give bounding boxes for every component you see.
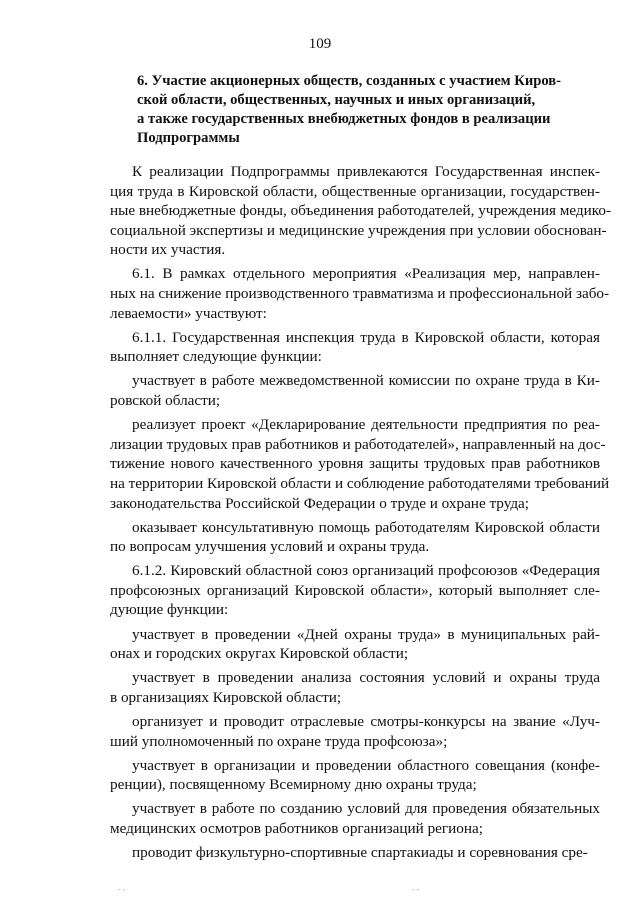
paragraph-line: ных на снижение производственного травматизма и профессиональной забо- bbox=[110, 285, 610, 303]
paragraph-line: леваемости» участвуют: bbox=[110, 304, 267, 322]
paragraph-line: в организациях Кировской области; bbox=[110, 688, 342, 706]
paragraph-line: 6.1. В рамках отдельного мероприятия «Реализация мер, направлен- bbox=[132, 265, 600, 283]
paragraph bbox=[110, 799, 600, 838]
paragraph-line: 6.1.2. Кировский областной союз организаций профсоюзов «Федерация bbox=[132, 562, 600, 580]
paragraph-line: лизации трудовых прав работников и работодателей», направленный на дос- bbox=[110, 435, 606, 453]
paragraph bbox=[110, 264, 610, 323]
paragraph-line: на территории Кировской области и соблюдение работодателями требований bbox=[110, 474, 610, 492]
footer-mark-right: - - bbox=[412, 885, 420, 894]
paragraph-line: ция труда в Кировской области, общественные организации, государствен- bbox=[110, 182, 600, 200]
paragraph-line: медицинских осмотров работников организаций региона; bbox=[110, 819, 483, 837]
paragraph-line: проводит физкультурно-спортивные спартакиады и соревнования сре- bbox=[132, 844, 588, 861]
paragraph bbox=[110, 712, 600, 751]
page-number: 109 bbox=[308, 36, 332, 52]
heading-line: ской области, общественных, научных и иных организаций, bbox=[137, 92, 536, 108]
paragraph bbox=[110, 668, 600, 707]
paragraph bbox=[110, 756, 600, 795]
paragraph-line: оказывает консультативную помощь работодателям Кировской области bbox=[132, 518, 600, 536]
paragraph-line: тижение нового качественного уровня защиты трудовых прав работников bbox=[110, 455, 600, 473]
paragraph-line: онах и городских округах Кировской области; bbox=[110, 645, 409, 663]
paragraph bbox=[110, 518, 600, 557]
paragraph bbox=[110, 625, 600, 664]
paragraph-line: участвует в работе по созданию условий для проведения обязательных bbox=[132, 800, 600, 818]
footer-mark-left: - - bbox=[118, 885, 126, 894]
paragraph-line: К реализации Подпрограммы привлекаются Государственная инспек- bbox=[132, 163, 600, 180]
paragraph-line: 6.1.1. Государственная инспекция труда в Кировской области, которая bbox=[132, 328, 600, 346]
paragraph-line: законодательства Российской Федерации о труде и охране труда; bbox=[110, 494, 530, 512]
paragraph-line: ности их участия. bbox=[110, 241, 226, 259]
paragraph-line: организует и проводит отраслевые смотры-конкурсы на звание «Луч- bbox=[132, 712, 600, 730]
paragraph-line: участвует в проведении «Дней охраны труда» в муниципальных рай- bbox=[132, 625, 600, 643]
heading-line: 6. Участие акционерных обществ, созданных с участием Киров- bbox=[137, 73, 562, 89]
body-text bbox=[110, 162, 612, 867]
paragraph bbox=[110, 328, 600, 367]
paragraph-line: выполняет следующие функции: bbox=[110, 348, 322, 366]
paragraph-line: ровской области; bbox=[110, 392, 221, 410]
heading-line: а также государственных внебюджетных фондов в реализации bbox=[137, 111, 551, 127]
paragraph-line: по вопросам улучшения условий и охраны труда. bbox=[110, 538, 430, 556]
paragraph bbox=[110, 162, 612, 260]
section-heading bbox=[137, 72, 597, 148]
paragraph-line: социальной экспертизы и медицинские учреждения при условии обоснован- bbox=[110, 221, 607, 239]
paragraph-line: профсоюзных организаций Кировской области», который выполняет сле- bbox=[110, 581, 600, 599]
footer-marks bbox=[0, 885, 640, 895]
paragraph bbox=[110, 561, 600, 620]
paragraph-line: ные внебюджетные фонды, объединения работодателей, учреждения медико- bbox=[110, 202, 612, 220]
paragraph-line: участвует в проведении анализа состояния условий и охраны труда bbox=[132, 669, 600, 687]
paragraph-line: участвует в организации и проведении областного совещания (конфе- bbox=[132, 756, 600, 774]
paragraph-line: участвует в работе межведомственной комиссии по охране труда в Ки- bbox=[132, 372, 600, 390]
paragraph bbox=[110, 843, 600, 863]
paragraph-line: реализует проект «Декларирование деятельности предприятия по реа- bbox=[132, 416, 600, 434]
paragraph-line: ший уполномоченный по охране труда профсоюза»; bbox=[110, 732, 448, 750]
paragraph bbox=[110, 415, 610, 513]
paragraph bbox=[110, 371, 600, 410]
heading-line: Подпрограммы bbox=[137, 130, 240, 146]
paragraph-line: ренции), посвященному Всемирному дню охраны труда; bbox=[110, 776, 477, 794]
paragraph-line: дующие функции: bbox=[110, 601, 229, 619]
